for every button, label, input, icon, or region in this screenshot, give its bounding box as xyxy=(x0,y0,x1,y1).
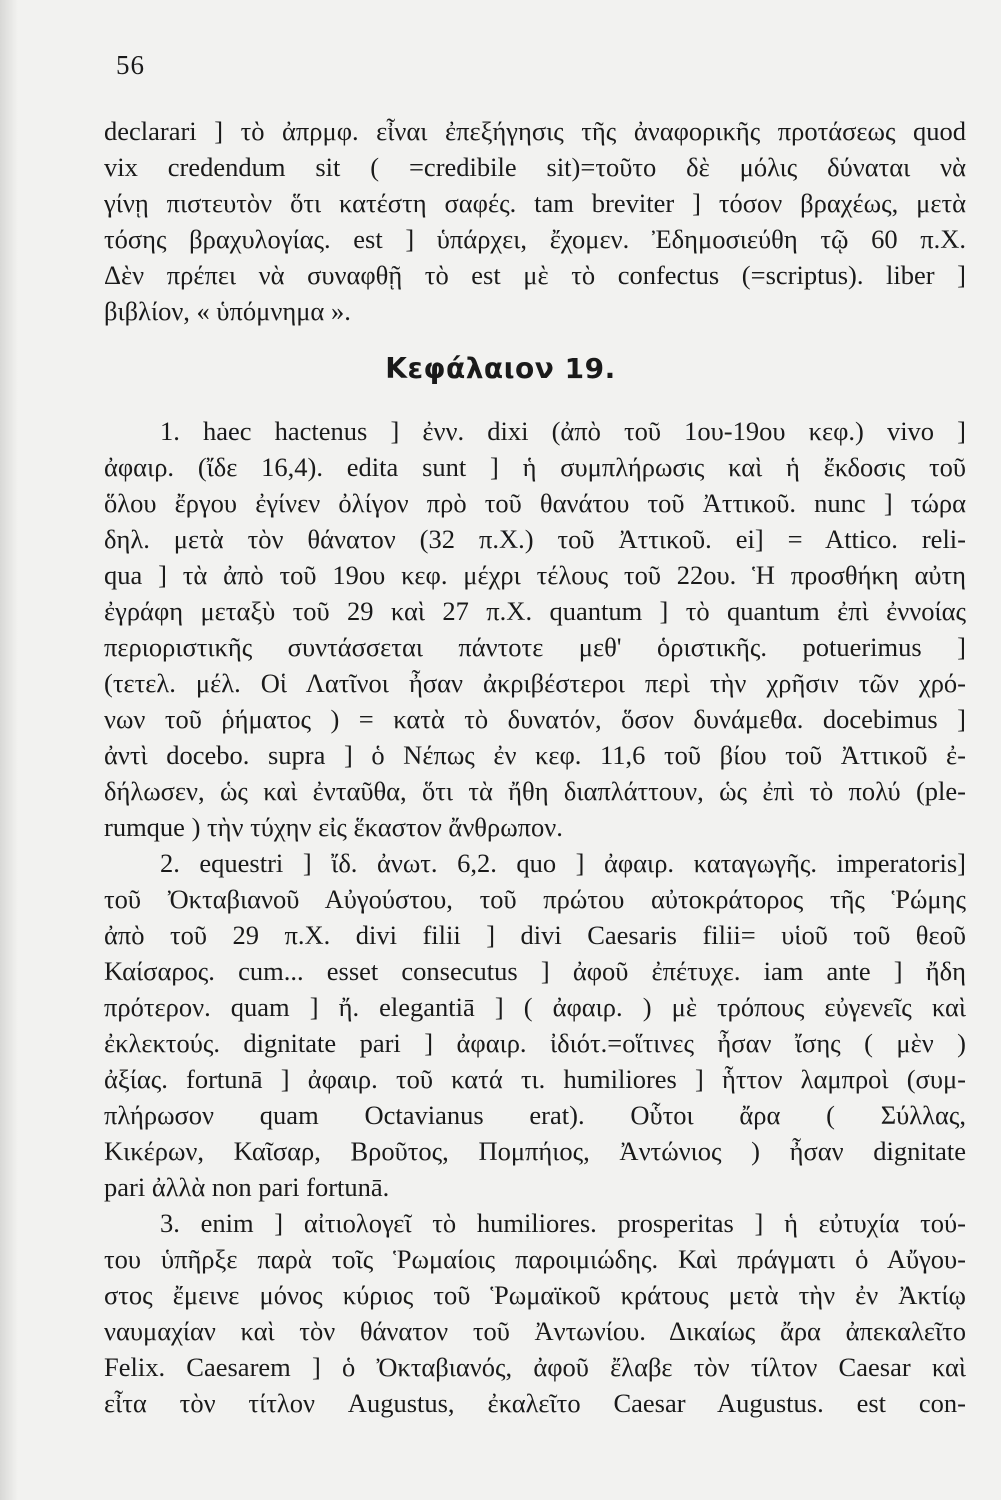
text-line: ἐκλεκτούς. dignitate pari ] ἀφαιρ. ἰδιότ.=οἵτινες ἦσαν ἴσης ( μὲν ) xyxy=(104,1028,966,1058)
text-line: ἀπὸ τοῦ 29 π.Χ. divi filii ] divi Caesaris filii= υἱοῦ τοῦ θεοῦ xyxy=(104,920,966,950)
text-line: 3. enim ] αἰτιολογεῖ τὸ humiliores. prosperitas ] ἡ εὐτυχία τού- xyxy=(160,1208,966,1238)
text-line: Δὲν πρέπει νὰ συναφθῇ τὸ est μὲ τὸ confectus (=scriptus). liber ] xyxy=(104,260,966,290)
text-line: πλήρωσον quam Octavianus erat). Οὗτοι ἄρα ( Σύλλας, xyxy=(104,1100,966,1130)
text-line: δηλ. μετὰ τὸν θάνατον (32 π.Χ.) τοῦ Ἀττικοῦ. ei] = Attico. reli- xyxy=(104,524,966,554)
text-line: 2. equestri ] ἴδ. ἀνωτ. 6,2. quo ] ἀφαιρ. καταγωγῆς. imperatoris] xyxy=(160,848,966,878)
text-line: γίνῃ πιστευτὸν ὅτι κατέστη σαφές. tam breviter ] τόσον βραχέως, μετὰ xyxy=(104,188,966,218)
text-line: ναυμαχίαν καὶ τὸν θάνατον τοῦ Ἀντωνίου. Δικαίως ἄρα ἀπεκαλεῖτο xyxy=(104,1316,966,1346)
text-line: ἀντὶ docebo. supra ] ὁ Νέπως ἐν κεφ. 11,6 τοῦ βίου τοῦ Ἀττικοῦ ἐ- xyxy=(104,740,966,770)
text-line: declarari ] τὸ ἀπρμφ. εἶναι ἐπεξήγησις τῆς ἀναφορικῆς προτάσεως quod xyxy=(104,116,966,146)
text-line: τοῦ Ὀκταβιανοῦ Αὐγούστου, τοῦ πρώτου αὐτοκράτορος τῆς Ῥώμης xyxy=(104,884,966,914)
text-line: του ὑπῆρξε παρὰ τοῖς Ῥωμαίοις παροιμιώδης. Καὶ πράγματι ὁ Αὔγου- xyxy=(104,1244,966,1274)
text-line: τόσης βραχυλογίας. est ] ὑπάρχει, ἔχομεν. Ἐδημοσιεύθη τῷ 60 π.Χ. xyxy=(104,224,966,254)
text-line: βιβλίον, « ὑπόμνημα ». xyxy=(104,296,351,326)
chapter-heading: Κεφάλαιον 19. xyxy=(385,352,616,385)
text-line: Καίσαρος. cum... esset consecutus ] ἀφοῦ ἐπέτυχε. iam ante ] ἤδη xyxy=(104,956,966,986)
text-line: rumque ) τὴν τύχην εἰς ἕκαστον ἄνθρωπον. xyxy=(104,812,563,842)
commentary-block-2 xyxy=(104,413,966,1421)
commentary-block-1 xyxy=(104,113,966,329)
text-line: vix credendum sit ( =credibile sit)=τοῦτο δὲ μόλις δύναται νὰ xyxy=(104,152,966,182)
text-line: στος ἔμεινε μόνος κύριος τοῦ Ῥωμαϊκοῦ κράτους μετὰ τὴν ἐν Ἀκτίῳ xyxy=(104,1280,966,1310)
page-number: 56 xyxy=(116,50,145,80)
text-line: Κικέρων, Καῖσαρ, Βροῦτος, Πομπήιος, Ἀντώνιος ) ἦσαν dignitate xyxy=(104,1136,966,1166)
page-edge-shadow xyxy=(0,0,18,1500)
text-line: νων τοῦ ῥήματος ) = κατὰ τὸ δυνατόν, ὅσον δυνάμεθα. docebimus ] xyxy=(104,704,966,734)
text-line: περιοριστικῆς συντάσσεται πάντοτε μεθ' ὁριστικῆς. potuerimus ] xyxy=(104,632,966,662)
text-line: δήλωσεν, ὡς καὶ ἐνταῦθα, ὅτι τὰ ἤθη διαπλάττουν, ὡς ἐπὶ τὸ πολύ (ple- xyxy=(104,776,966,806)
text-line: Felix. Caesarem ] ὁ Ὀκταβιανός, ἀφοῦ ἔλαβε τὸν τίλτον Caesar καὶ xyxy=(104,1352,966,1382)
text-line: εἶτα τὸν τίτλον Augustus, ἐκαλεῖτο Caesar Augustus. est con- xyxy=(104,1388,966,1418)
text-line: qua ] τὰ ἀπὸ τοῦ 19ου κεφ. μέχρι τέλους τοῦ 22ου. Ἡ προσθήκη αὐτη xyxy=(104,560,966,590)
text-line: ὅλου ἔργου ἐγίνεν ὀλίγον πρὸ τοῦ θανάτου τοῦ Ἀττικοῦ. nunc ] τώρα xyxy=(104,488,966,518)
text-line: ἀφαιρ. (ἴδε 16,4). edita sunt ] ἡ συμπλήρωσις καὶ ἡ ἔκδοσις τοῦ xyxy=(104,452,966,482)
text-line: πρότερον. quam ] ἤ. elegantiā ] ( ἀφαιρ. ) μὲ τρόπους εὐγενεῖς καὶ xyxy=(104,992,966,1022)
text-line: ἐγράφη μεταξὺ τοῦ 29 καὶ 27 π.Χ. quantum ] τὸ quantum ἐπὶ ἐννοίας xyxy=(104,596,966,626)
text-line: pari ἀλλὰ non pari fortunā. xyxy=(104,1172,390,1202)
text-line: 1. haec hactenus ] ἐνν. dixi (ἀπὸ τοῦ 1ου-19ου κεφ.) vivo ] xyxy=(160,416,966,446)
text-line: ἀξίας. fortunā ] ἀφαιρ. τοῦ κατά τι. humiliores ] ἧττον λαμπροὶ (συμ- xyxy=(104,1064,966,1094)
text-line: (τετελ. μέλ. Οἱ Λατῖνοι ἦσαν ἀκριβέστεροι περὶ τὴν χρῆσιν τῶν χρό- xyxy=(104,668,966,698)
